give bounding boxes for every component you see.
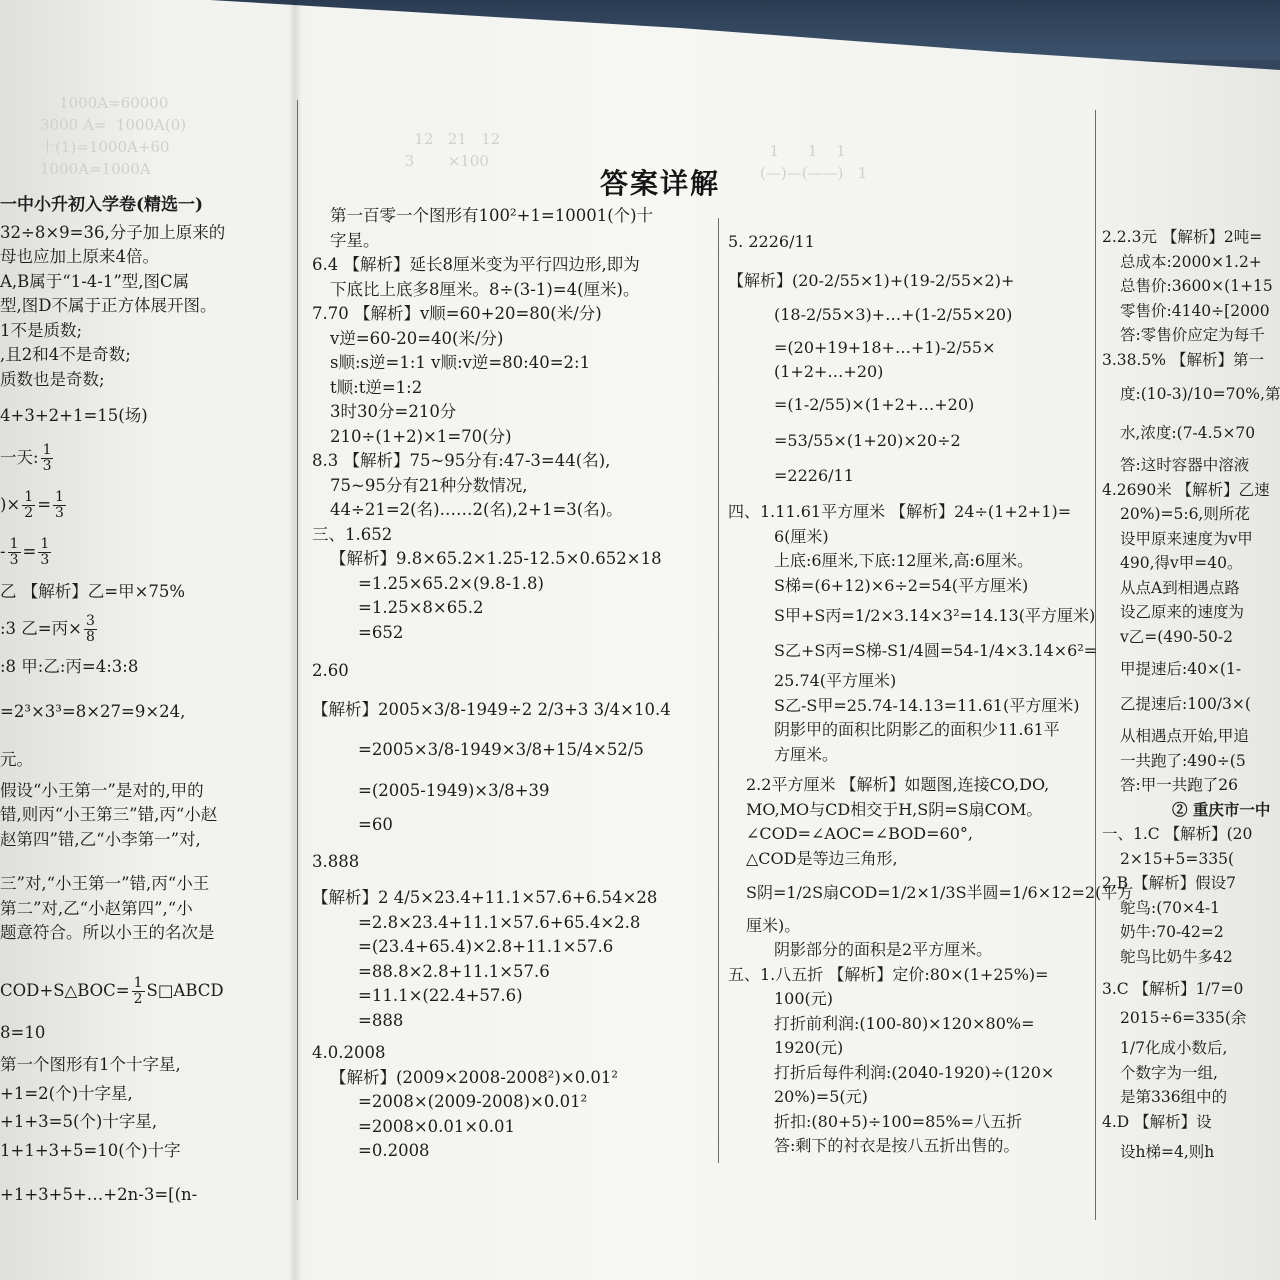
answer-line: =11.1×(22.4+57.6) bbox=[358, 986, 523, 1005]
answer-line: =2.8×23.4+11.1×57.6+65.4×2.8 bbox=[358, 912, 641, 932]
answer-line: =1.25×8×65.2 bbox=[358, 598, 484, 617]
column-divider bbox=[297, 100, 298, 1200]
fraction: $\frac{1}{3}$ bbox=[40, 535, 50, 568]
answer-line: 鸵鸟:(70×4-1 bbox=[1120, 898, 1220, 917]
answer-line: :8 甲:乙:丙=4:3:8 bbox=[0, 657, 139, 676]
answer-line: 2.2平方厘米 【解析】如题图,连接CO,DO, bbox=[746, 775, 1050, 794]
answer-line: +1+3+5+…+2n-3=[(n- bbox=[0, 1185, 198, 1204]
left-partial-column bbox=[0, 193, 290, 1208]
answer-line: =2³×3³=8×27=9×24, bbox=[0, 701, 186, 721]
answer-line: 1不是质数; bbox=[0, 320, 83, 340]
answer-line: 阴影部分的面积是2平方厘米。 bbox=[774, 940, 993, 959]
answer-line: 3.C 【解析】1/7=0 bbox=[1102, 980, 1244, 998]
answer-line: 20%)=5:6,则所花 bbox=[1120, 505, 1250, 523]
text: 一天: bbox=[0, 447, 39, 467]
answer-line: 型,图D不属于正方体展开图。 bbox=[0, 296, 217, 315]
answer-line: S乙-S甲=25.74-14.13=11.61(平方厘米) bbox=[774, 695, 1080, 715]
text: )× bbox=[0, 494, 21, 514]
page-title: 答案详解 bbox=[600, 167, 721, 200]
answer-line: +1=2(个)十字星, bbox=[0, 1083, 133, 1103]
fraction: $\frac{1}{3}$ bbox=[55, 488, 64, 521]
answer-line: =1.25×65.2×(9.8-1.8) bbox=[358, 573, 544, 593]
answer-line: 【解析】(20-2/55×1)+(19-2/55×2)+ bbox=[728, 270, 1015, 290]
answer-line: 4.D 【解析】设 bbox=[1102, 1112, 1212, 1131]
answer-line: 阴影甲的面积比阴影乙的面积少11.61平 bbox=[774, 720, 1060, 739]
answer-line: 总成本:2000×1.2+ bbox=[1120, 252, 1262, 271]
answer-line: 个数字为一组, bbox=[1120, 1063, 1218, 1082]
answer-line: 1920(元) bbox=[774, 1038, 844, 1057]
answer-line: 答:甲一共跑了26 bbox=[1120, 776, 1238, 794]
answer-line bbox=[0, 443, 290, 474]
answer-line: v乙=(490-50-2 bbox=[1120, 627, 1233, 646]
bleed-through-text: 12 21 12 3 ×100 bbox=[404, 130, 501, 170]
answer-line: (1+2+…+20) bbox=[774, 362, 884, 381]
answer-line: 字星。 bbox=[330, 230, 380, 250]
answer-line: S甲+S丙=1/2×3.14×3²=14.13(平方厘米) bbox=[774, 606, 1096, 625]
answer-line: 20%)=5(元) bbox=[774, 1087, 868, 1106]
answer-line: 答:剩下的衬衣是按八五折出售的。 bbox=[774, 1136, 1020, 1155]
answer-line: 鸵鸟比奶牛多42 bbox=[1120, 947, 1233, 966]
answer-line: 490,得v甲=40。 bbox=[1120, 554, 1243, 572]
answer-line: 设乙原来的速度为 bbox=[1120, 603, 1245, 621]
answer-line: 一共跑了:490÷(5 bbox=[1120, 751, 1246, 770]
answer-line: 【解析】2005×3/8-1949÷2 2/3+3 3/4×10.4 bbox=[312, 699, 671, 719]
answer-line: A,B属于“1-4-1”型,图C属 bbox=[0, 271, 190, 291]
answer-line: 【解析】2 4/5×23.4+11.1×57.6+6.54×28 bbox=[312, 888, 658, 907]
answer-line: ,且2和4不是奇数; bbox=[0, 345, 131, 364]
answer-line: =2008×(2009-2008)×0.01² bbox=[358, 1092, 588, 1111]
answer-line: △COD是等边三角形, bbox=[746, 848, 898, 868]
answer-line: 4.0.2008 bbox=[312, 1043, 386, 1062]
answer-line: 6.4 【解析】延长8厘米变为平行四边形,即为 bbox=[312, 255, 640, 274]
answer-line: 从相遇点开始,甲追 bbox=[1120, 727, 1249, 745]
answer-line: 从点A到相遇点路 bbox=[1120, 578, 1240, 597]
answer-line: S梯=(6+12)×6÷2=54(平方厘米) bbox=[774, 575, 1029, 595]
answer-line: =(2005-1949)×3/8+39 bbox=[358, 780, 550, 800]
answer-line: 下底比上底多8厘米。8÷(3-1)=4(厘米)。 bbox=[330, 279, 640, 299]
answer-line: 四、1.11.61平方厘米 【解析】24÷(1+2+1)= bbox=[728, 502, 1072, 521]
answer-line: 第二”对,乙“小赵第四”,“小 bbox=[0, 898, 193, 918]
answer-line: 乙提速后:100/3×( bbox=[1120, 694, 1251, 713]
text: :3 乙=丙× bbox=[0, 619, 82, 638]
page-gutter-shadow bbox=[288, 0, 302, 1280]
text: S□ABCD bbox=[146, 980, 224, 1000]
answer-line: ∠COD=∠AOC=∠BOD=60°, bbox=[746, 824, 973, 843]
answer-line: 答:这时容器中溶液 bbox=[1120, 456, 1250, 474]
answer-line: 总售价:3600×(1+15 bbox=[1120, 277, 1273, 295]
bleed-through-text: 1000A=60000 3000 A= 1000A(0) 十(1)=1000A+60 1000A=1000A bbox=[40, 94, 187, 178]
fraction: $\frac{1}{3}$ bbox=[9, 535, 19, 568]
answer-line bbox=[0, 976, 290, 1007]
answer-line: 度:(10-3)/10=70%,第 bbox=[1120, 385, 1280, 403]
answer-line: 2.2.3元 【解析】2吨= bbox=[1102, 228, 1263, 246]
answer-line: 乙 【解析】乙=甲×75% bbox=[0, 581, 186, 601]
answer-line: 答:零售价应定为每千 bbox=[1120, 326, 1265, 344]
answer-line: t顺:t逆=1:2 bbox=[330, 377, 423, 397]
answer-line: 五、1.八五折 【解析】定价:80×(1+25%)= bbox=[728, 964, 1049, 984]
answer-line: s顺:s逆=1:1 v顺:v逆=80:40=2:1 bbox=[330, 353, 591, 372]
answer-line: =53/55×(1+20)×20÷2 bbox=[774, 431, 961, 450]
answer-line: 3时30分=210分 bbox=[330, 402, 457, 421]
answer-line: (18-2/55×3)+…+(1-2/55×20) bbox=[774, 305, 1013, 324]
answer-line: =652 bbox=[358, 622, 404, 642]
fraction: $\frac{1}{3}$ bbox=[42, 441, 52, 474]
answer-line: =(20+19+18+…+1)-2/55× bbox=[774, 337, 996, 357]
answer-line: 【解析】9.8×65.2×1.25-12.5×0.652×18 bbox=[330, 549, 662, 568]
answer-line: )× $\frac{1}{2}$ = $\frac{1}{3}$ bbox=[0, 488, 64, 521]
answer-line: 1+1+3+5=10(个)十字 bbox=[0, 1140, 181, 1160]
section-heading: 一中小升初入学卷(精选一) bbox=[0, 195, 204, 215]
answer-line: 折扣:(80+5)÷100=85%=八五折 bbox=[774, 1111, 1023, 1131]
answer-line: 甲提速后:40×(1- bbox=[1120, 660, 1242, 678]
bleed-through-text: 1 1 1 (—)—(——) 1 bbox=[760, 142, 868, 182]
answers-column-3 bbox=[728, 230, 1134, 1159]
answer-line: 上底:6厘米,下底:12厘米,高:6厘米。 bbox=[774, 551, 1034, 570]
answer-line: 设h梯=4,则h bbox=[1120, 1143, 1215, 1161]
text: COD+S△BOC= bbox=[0, 980, 130, 1000]
answer-line: 3.38.5% 【解析】第一 bbox=[1102, 350, 1264, 369]
answer-line: 元。 bbox=[0, 750, 33, 769]
answer-line: S阴=1/2S扇COD=1/2×1/3S半圆=1/6×12=2(平方 bbox=[746, 883, 1134, 902]
answer-line: 【解析】(2009×2008-2008²)×0.01² bbox=[330, 1067, 619, 1087]
answer-line: 水,浓度:(7-4.5×70 bbox=[1120, 423, 1256, 442]
answer-line: 4.2690米 【解析】乙速 bbox=[1102, 480, 1270, 499]
answer-line: 是第336组中的 bbox=[1120, 1088, 1228, 1106]
column-divider bbox=[1095, 110, 1096, 1220]
answer-line: 3.888 bbox=[312, 851, 360, 871]
answer-line: 1/7化成小数后, bbox=[1120, 1039, 1228, 1057]
answer-line: 44÷21=2(名)……2(名),2+1=3(名)。 bbox=[330, 500, 623, 519]
answer-line: =88.8×2.8+11.1×57.6 bbox=[358, 961, 550, 981]
answer-line: 奶牛:70-42=2 bbox=[1120, 923, 1224, 941]
answer-line: 方厘米。 bbox=[774, 744, 839, 764]
answer-line: 7.70 【解析】v顺=60+20=80(米/分) bbox=[312, 304, 602, 323]
answer-line: 质数也是奇数; bbox=[0, 369, 105, 389]
answer-line: 32÷8×9=36,分子加上原来的 bbox=[0, 222, 226, 242]
answer-line: MO,MO与CD相交于H,S阴=S扇COM。 bbox=[746, 799, 1043, 819]
answer-line: 第一个图形有1个十字星, bbox=[0, 1055, 181, 1074]
answer-line: 假设“小王第一”是对的,甲的 bbox=[0, 780, 204, 800]
answer-line: =0.2008 bbox=[358, 1141, 430, 1160]
answer-line: +1+3=5(个)十字星, bbox=[0, 1112, 158, 1131]
answer-line: 三”对,“小王第一”错,丙“小王 bbox=[0, 874, 210, 893]
answer-line: =2226/11 bbox=[774, 465, 854, 485]
answer-line: 2.60 bbox=[312, 661, 349, 680]
answer-line: 2015÷6=335(余 bbox=[1120, 1008, 1247, 1027]
answer-line: 打折后每件利润:(2040-1920)÷(120× bbox=[774, 1062, 1055, 1082]
answer-line: 2×15+5=335( bbox=[1120, 849, 1235, 868]
answer-line: S乙+S丙=S梯-S1/4圆=54-1/4×3.14×6²= bbox=[774, 640, 1098, 660]
answer-line bbox=[0, 614, 290, 645]
answer-line: 一、1.C 【解析】(20 bbox=[1102, 825, 1253, 843]
answer-line: - $\frac{1}{3}$ = $\frac{1}{3}$ bbox=[0, 535, 50, 568]
answer-line: 设甲原来速度为v甲 bbox=[1120, 529, 1253, 548]
answer-line: =2005×3/8-1949×3/8+15/4×52/5 bbox=[358, 740, 644, 759]
answers-column-2 bbox=[312, 204, 712, 1164]
answer-line: 三、1.652 bbox=[312, 524, 393, 544]
answer-line: 5. 2226/11 bbox=[728, 232, 815, 251]
answer-line: =2008×0.01×0.01 bbox=[358, 1116, 515, 1136]
answer-line: 8=10 bbox=[0, 1022, 46, 1042]
answer-line: 2.B 【解析】假设7 bbox=[1102, 874, 1236, 892]
answer-line: =(23.4+65.4)×2.8+11.1×57.6 bbox=[358, 937, 614, 956]
fraction: $\frac{3}{8}$ bbox=[85, 613, 95, 645]
answer-line: 25.74(平方厘米) bbox=[774, 671, 897, 690]
right-partial-column bbox=[1102, 225, 1280, 1165]
answer-line: 4+3+2+1=15(场) bbox=[0, 406, 148, 425]
fraction: $\frac{1}{2}$ bbox=[133, 974, 143, 1007]
answer-line: =60 bbox=[358, 815, 393, 834]
fraction: $\frac{1}{2}$ bbox=[24, 488, 34, 521]
answer-line: 零售价:4140÷[2000 bbox=[1120, 301, 1270, 320]
answer-line: 75~95分有21种分数情况, bbox=[330, 475, 528, 495]
answer-line: 100(元) bbox=[774, 989, 834, 1008]
answer-line: 赵第四”错,乙“小李第一”对, bbox=[0, 829, 201, 849]
answer-line: =888 bbox=[358, 1010, 404, 1030]
answer-line: 母也应加上原来4倍。 bbox=[0, 247, 159, 266]
answer-line: 打折前利润:(100-80)×120×80%= bbox=[774, 1013, 1035, 1033]
answer-line: 6(厘米) bbox=[774, 526, 829, 546]
answer-line: 第一百零一个图形有100²+1=10001(个)十 bbox=[330, 206, 654, 225]
answer-line: v逆=60-20=40(米/分) bbox=[330, 328, 504, 348]
answer-line: 8.3 【解析】75~95分有:47-3=44(名), bbox=[312, 451, 611, 470]
answer-line: 错,则丙“小王第三”错,丙“小赵 bbox=[0, 805, 218, 824]
answer-line: =(1-2/55)×(1+2+…+20) bbox=[774, 394, 975, 414]
section-heading: ② 重庆市一中 bbox=[1172, 799, 1271, 819]
answer-line: 厘米)。 bbox=[746, 915, 801, 935]
column-divider bbox=[718, 218, 719, 1163]
answer-line: 210÷(1+2)×1=70(分) bbox=[330, 426, 512, 446]
text: - bbox=[0, 541, 6, 561]
answer-line: 题意符合。所以小王的名次是 bbox=[0, 923, 215, 942]
